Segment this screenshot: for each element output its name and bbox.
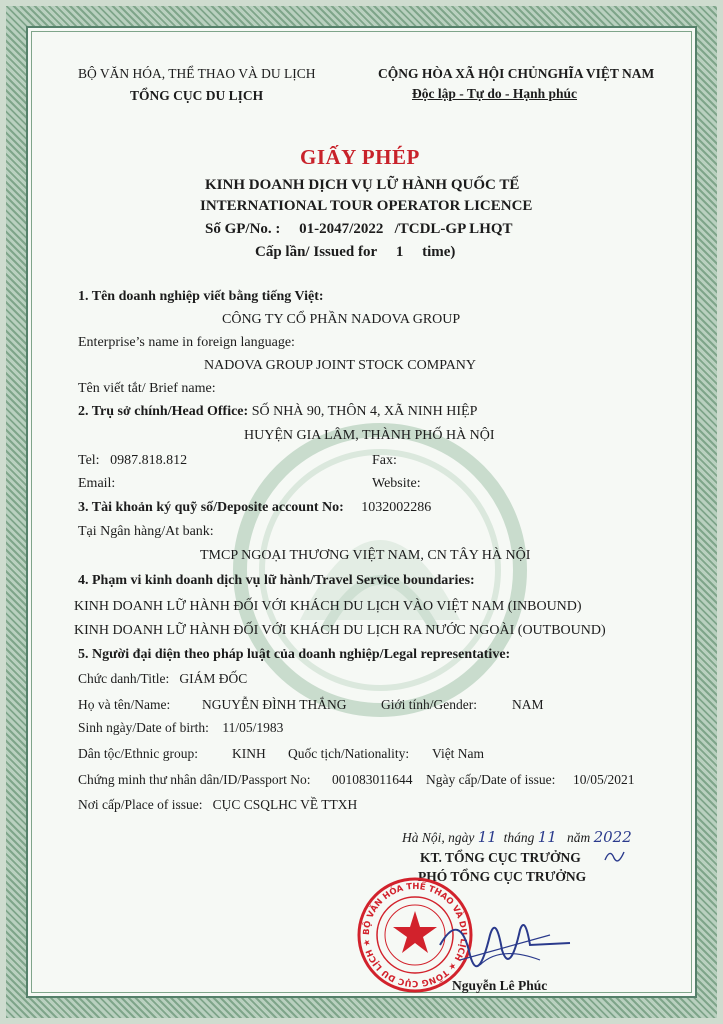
rep-id-label: Chứng minh thư nhân dân/ID/Passport No: [78, 772, 311, 787]
sign-year: 2022 [593, 828, 632, 846]
rep-gender-label: Giới tính/Gender: [381, 697, 477, 712]
rep-nationality: Việt Nam [432, 746, 485, 761]
place-date-line [402, 828, 632, 846]
section-1-label: 1. Tên doanh nghiệp viết bằng tiếng Việt: [78, 289, 324, 304]
rep-title-label: Chức danh/Title: [78, 671, 170, 686]
issued-suffix: time) [422, 244, 456, 260]
department-name: TỔNG CỤC DU LỊCH [130, 88, 264, 103]
rep-place: CỤC CSQLHC VỀ TTXH [212, 797, 358, 812]
issued-line [255, 244, 455, 261]
address-line-2: HUYỆN GIA LÂM, THÀNH PHỐ HÀ NỘI [244, 428, 495, 443]
tel-line [78, 453, 187, 469]
tel-label: Tel: [78, 453, 100, 468]
website-label: Website: [372, 476, 421, 491]
rep-id: 001083011644 [332, 772, 413, 787]
section-4-label: 4. Phạm vi kinh doanh dịch vụ lữ hành/Travel Service boundaries: [78, 573, 475, 588]
head-office-line [78, 404, 477, 420]
rep-issue-date-label: Ngày cấp/Date of issue: [426, 772, 556, 787]
address-line-1: SỐ NHÀ 90, THÔN 4, XÃ NINH HIỆP [251, 404, 478, 419]
deposit-line [78, 500, 431, 516]
seal-text: BỘ VĂN HÓA THỂ THAO VÀ DU LỊCH ★ TỔNG CỤC DU LỊCH ★ [361, 881, 469, 989]
enterprise-name-en: NADOVA GROUP JOINT STOCK COMPANY [204, 358, 477, 373]
rep-nationality-label: Quốc tịch/Nationality: [288, 746, 410, 761]
rep-name: NGUYỄN ĐÌNH THẮNG [202, 697, 347, 712]
bank-label: Tại Ngân hàng/At bank: [78, 524, 214, 539]
licence-number-line [205, 221, 513, 238]
rep-place-line [78, 797, 357, 813]
rep-title: GIÁM ĐỐC [179, 671, 248, 686]
rep-ethnic-label: Dân tộc/Ethnic group: [78, 746, 198, 761]
fax-label: Fax: [372, 453, 397, 468]
rep-place-label: Nơi cấp/Place of issue: [78, 797, 203, 812]
rep-title-line [78, 671, 247, 687]
year-label: năm [566, 830, 591, 845]
email-label: Email: [78, 476, 116, 491]
month-label: tháng [503, 830, 535, 845]
deposit-account: 1032002286 [361, 500, 432, 515]
enterprise-name-vi: CÔNG TY CỔ PHẦN NADOVA GROUP [222, 312, 461, 327]
licence-number: 01-2047/2022 [299, 221, 384, 237]
issued-count: 1 [395, 244, 404, 260]
licence-label: Số GP/No. : [205, 221, 281, 237]
rep-issue-date: 10/05/2021 [573, 772, 635, 787]
issued-label: Cấp lần/ Issued for [255, 244, 378, 260]
scope-inbound: KINH DOANH LỮ HÀNH ĐỐI VỚI KHÁCH DU LỊCH VÀO VIỆT NAM (INBOUND) [74, 599, 582, 614]
section-5-label: 5. Người đại diện theo pháp luật của doanh nghiệp/Legal representative: [78, 647, 511, 662]
brief-name-label: Tên viết tắt/ Brief name: [78, 381, 216, 396]
motto: Độc lập - Tự do - Hạnh phúc [412, 86, 578, 101]
section-3-label: 3. Tài khoản ký quỹ số/Deposite account No: [78, 500, 344, 515]
rep-ethnic: KINH [232, 746, 266, 761]
foreign-name-label: Enterprise’s name in foreign language: [78, 335, 295, 350]
rep-dob-line [78, 720, 283, 736]
initial-mark-icon [602, 846, 628, 868]
rep-dob-label: Sinh ngày/Date of birth: [78, 720, 209, 735]
signer-role-2: PHÓ TỔNG CỤC TRƯỞNG [418, 869, 587, 884]
rep-gender: NAM [512, 697, 544, 712]
rep-dob: 11/05/1983 [222, 720, 284, 735]
title-vi: KINH DOANH DỊCH VỤ LỮ HÀNH QUỐC TẾ [205, 177, 520, 193]
ministry-name: BỘ VĂN HÓA, THỂ THAO VÀ DU LỊCH [78, 66, 316, 81]
tel-value: 0987.818.812 [110, 453, 188, 468]
document-title: GIẤY PHÉP [300, 145, 420, 169]
republic-name: CỘNG HÒA XÃ HỘI CHỦNGHĨA VIỆT NAM [378, 66, 655, 81]
title-en: INTERNATIONAL TOUR OPERATOR LICENCE [200, 198, 533, 214]
section-2-label: 2. Trụ sở chính/Head Office: [78, 404, 249, 419]
scope-outbound: KINH DOANH LỮ HÀNH ĐỐI VỚI KHÁCH DU LỊCH RA NƯỚC NGOÀI (OUTBOUND) [74, 623, 606, 638]
place-date-prefix: Hà Nội, ngày [402, 830, 475, 845]
signer-role-1: KT. TỔNG CỤC TRƯỞNG [420, 850, 581, 865]
rep-name-label: Họ và tên/Name: [78, 697, 171, 712]
sign-day: 11 [477, 828, 497, 846]
signer-name: Nguyễn Lê Phúc [452, 978, 548, 993]
licence-suffix: /TCDL-GP LHQT [394, 221, 513, 237]
bank-name: TMCP NGOẠI THƯƠNG VIỆT NAM, CN TÂY HÀ NỘI [200, 548, 531, 563]
sign-month: 11 [537, 828, 557, 846]
